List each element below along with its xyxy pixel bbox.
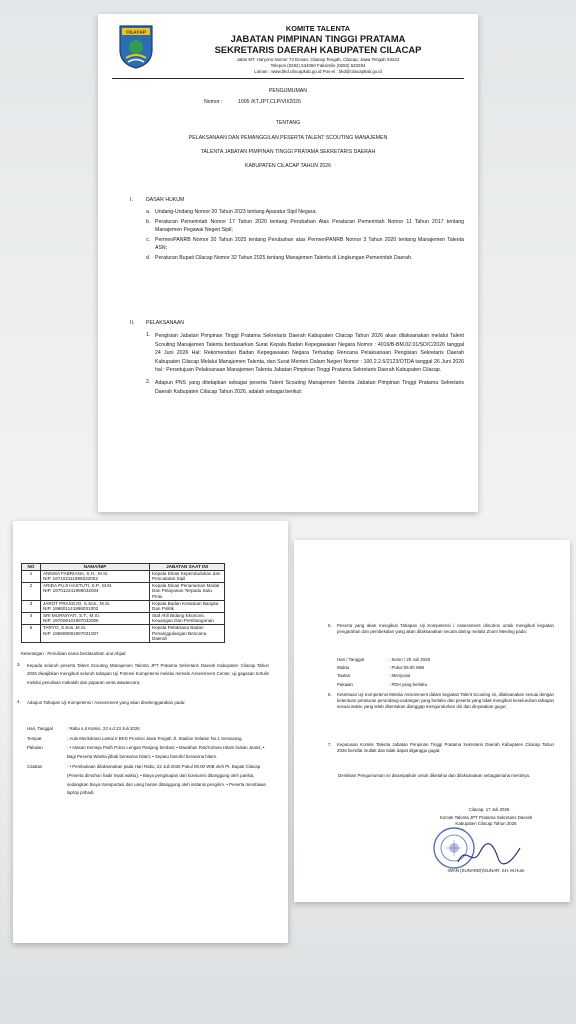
item-3 — [17, 662, 269, 687]
cell-job: Kepala Badan Kesatuan Bangsa Dan Politik — [150, 600, 225, 612]
list-item-key: 1. — [146, 332, 151, 338]
schedule-row — [27, 735, 269, 743]
schedule-value: : • Atasan Kemeja Putih Polos Lengan Panjang berdasi; • Bawahan Rok/Celana Hitam bukan Jeans; • Bagi Peserta Wanita jilbab berwarna hitam; • Sepatu fantofel berwarna hitam. — [67, 745, 265, 759]
closing-text: Demikian Pengumuman ini disampaikan untuk diketahui dan dilaksanakan sebagaimana mestinya. — [338, 773, 531, 778]
assessment-schedule — [27, 725, 269, 798]
list-item-text: Adapun PNS yang ditetapkan sebagai peserta Talent Scouting Manajemen Talenta Jabatan Pimpinan Tinggi Pratama Sekretaris Daerah Kabupaten Cilacap Tahun 2026, adalah sebagai berikut: — [155, 379, 464, 395]
item-7-text: Keputusan Komite Talenta Jabatan Pimpinan Tinggi Pratama Sekretaris Daerah Kabupaten Cilacap Tahun 2026 bersifat mutlak dan tidak dapat diganggu gugat. — [337, 742, 554, 754]
zoom-value: : Pukul 09.00 WIB — [389, 665, 425, 671]
cell-no: 4 — [22, 612, 41, 624]
zoom-schedule — [337, 657, 547, 688]
document-page-1 — [98, 14, 478, 512]
schedule-value: : Aula Meritokrasi Lantai II BKD Provinsi Jawa Tengah Jl. Stadion Selatan No.1 Semarang. — [67, 735, 243, 741]
cell-job: Kepala Pelaksana Badan Penanggulangan Bencana Daerah — [150, 624, 225, 642]
list-item — [146, 219, 464, 234]
item-6-key: 6. — [328, 692, 332, 697]
schedule-key: Catatan — [27, 764, 43, 770]
signer-name: IWAN (SUNARDI)/SUNAR, SH, M.Hum — [447, 868, 525, 873]
about-label: TENTANG — [275, 120, 301, 126]
item-6 — [328, 692, 554, 711]
table-row — [22, 582, 225, 600]
item-5 — [328, 623, 554, 635]
cell-no: 1 — [22, 570, 41, 582]
item-5-text: Peserta yang akan mengikuti Tahapan Uji Kompetensi / Assessment dimohon untuk mengikuti kegiatan pengarahan dan pembekalan yang akan dilaksanakan secara daring melalui Zoom Meeting pada: — [337, 623, 554, 635]
item-4-key: 4. — [17, 699, 21, 704]
list-item — [146, 255, 464, 262]
schedule-value: : Rabu s.d Kamis, 22 s.d 23 Juli 2026 — [67, 726, 140, 731]
logo-text: CILACAP — [126, 29, 146, 35]
table-row — [22, 624, 225, 642]
zoom-value: : PDH yang berlaku — [389, 681, 428, 687]
zoom-key: Hari / Tanggal — [337, 657, 365, 662]
zoom-value: : Senin / 20 Juli 2026 — [389, 657, 431, 662]
schedule-key: Hari, Tanggal — [27, 726, 53, 731]
table-row — [22, 600, 225, 612]
header-line-2: JABATAN PIMPINAN TINGGI PRATAMA — [230, 33, 406, 44]
item-5-key: 5. — [328, 623, 332, 628]
header-line-1: KOMITE TALENTA — [285, 24, 351, 33]
item-7-key: 7. — [328, 742, 332, 747]
section-1-number: I. — [130, 197, 133, 203]
header-line-3: SEKRETARIS DAERAH KABUPATEN CILACAP — [214, 44, 422, 55]
zoom-value: : Menyusul — [389, 673, 411, 679]
participants-table — [21, 563, 225, 643]
table-note: Keterangan : Penulisan nama berdasarkan urut Abjad — [21, 651, 126, 656]
participant-nip: NIP. 197009101997032005 — [43, 618, 99, 624]
signature-icon — [454, 840, 524, 870]
zoom-row — [337, 665, 547, 671]
item-4 — [17, 699, 269, 707]
item-3-text: Kepada seluruh peserta Talent Scouting Manajemen Talenta JPT Pratama Sekretaris Daerah Kabupaten Cilacap Tahun 2026 diwajibkan mengikuti seluruh tahapan Uji Potensi Kompetensi melalui metode Assessment Center, uji gagasan tertulis melalui penulisan makalah dan paparan serta wawancara; — [27, 663, 269, 685]
schedule-key: Tempat — [27, 735, 42, 741]
cell-job: Staf Ahli Bidang Ekonomi, Keuangan Dan Pembangunan — [150, 612, 225, 624]
cell-no: 2 — [22, 582, 41, 600]
number-value: 1005 /KT.JPT.CLP/VII/2026 — [238, 99, 301, 105]
signatory-line-1: Komite Talenta JPT Pratama Sekretaris Daerah — [439, 815, 533, 820]
participant-nip: NIP. 197102111996032002 — [43, 576, 98, 582]
announcement-title: PENGUMUMAN — [268, 88, 308, 94]
item-7 — [328, 742, 554, 754]
participant-nip: NIP. 196601141986031002 — [43, 606, 99, 612]
section-1-list — [146, 209, 464, 262]
participant-nip: NIP. 196908081997031007 — [43, 630, 99, 636]
zoom-row — [337, 673, 547, 679]
participant-name: ARIDA PUJI HASTUTI, S.P., M.M. — [43, 582, 113, 588]
section-2-list — [146, 332, 464, 396]
header-phone: Telepon (0282) 534060 Faksimile (0282) 520284 — [270, 63, 366, 68]
zoom-row — [337, 657, 547, 663]
list-item — [146, 379, 464, 396]
cell-name — [41, 624, 150, 642]
list-item-text: PermenPANRB Nomor 20 Tahun 2025 tentang Perubahan atas PermenPANRB Nomor 3 Tahun 2020 tentang Manajemen Talenta ASN; — [155, 237, 464, 251]
signatory-line-2: Kabupaten Cilacap Tahun 2026 — [455, 821, 517, 826]
cell-no: 5 — [22, 624, 41, 642]
table-header-no: NO — [22, 564, 41, 571]
table-header-row — [22, 564, 225, 571]
list-item-key: 2. — [146, 378, 151, 385]
list-item-key: b. — [146, 219, 151, 226]
document-page-2 — [13, 521, 288, 943]
about-line-1: PELAKSANAAN DAN PEMANGGILAN PESERTA TALENT SCOUTING MANAJEMEN — [188, 135, 388, 141]
schedule-row — [27, 744, 269, 761]
header-website: Laman : www.bkd.cilacapkab.go.id Pos-el : bkd@cilacapkab.go.id — [254, 69, 382, 74]
zoom-key: Pakaian — [337, 681, 353, 687]
zoom-key: Tautan — [337, 673, 351, 679]
participant-nip: NIP. 197012241996032004 — [43, 588, 99, 594]
cell-name — [41, 600, 150, 612]
table-header-name: NAMA/NIP — [41, 564, 150, 571]
list-item-key: d. — [146, 255, 151, 262]
cell-job: Kepala Dinas Penanaman Modal Dan Pelayanan Terpadu Satu Pintu — [150, 582, 225, 600]
list-item-text: Peraturan Pemerintah Nomor 17 Tahun 2020 tentang Perubahan Atas Peraturan Pemerintah Nomor 11 Tahun 2017 tentang Manajemen Pegawai Negeri Sipil; — [155, 219, 464, 233]
about-line-2: TALENTA JABATAN PIMPINAN TINGGI PRATAMA SEKRETARIS DAERAH — [200, 149, 376, 155]
list-item — [146, 209, 464, 216]
participant-name: TARYO, S.Sos.,M.Si. — [43, 624, 87, 630]
section-1-title: DASAR HUKUM — [146, 197, 185, 203]
list-item-key: a. — [146, 209, 151, 215]
item-4-text: Adapun Tahapan Uji Kompetensi / Assessment yang akan diselenggarakan pada: — [27, 700, 186, 705]
cell-name — [41, 612, 150, 624]
table-row — [22, 570, 225, 582]
zoom-key: Waktu — [337, 665, 350, 671]
section-2-number: II. — [130, 320, 135, 326]
header-address: Jalan MT. Haryono Nomor 73 Donan, Cilacap Tengah, Cilacap, Jawa Tengah 53222 — [236, 57, 400, 62]
cilacap-logo-icon — [116, 20, 156, 70]
about-line-3: KABUPATEN CILACAP TAHUN 2026 — [244, 163, 331, 169]
participant-name: JAROT PRASOJO, S.Sos., M.Si. — [43, 600, 111, 606]
schedule-value: : • Pembukaan dilaksanakan pada Hari Rabu, 22 Juli 2026 Pukul 08.00 WIB oleh Pt. Bupati Cilacap (Peserta dimohon hadir tepat waktu); • Biaya penginapan dan konsumsi ditanggung oleh panitia, sedangkan biaya transportasi dan uang harian ditanggung oleh instansi pengirim. • Peserta membawa laptop pribadi. — [67, 764, 266, 796]
list-item — [146, 332, 464, 375]
schedule-key: Pakaian — [27, 745, 43, 751]
cell-name — [41, 582, 150, 600]
number-label: Nomor : — [204, 99, 223, 105]
participant-name: SRI MURNIYATI, S.T., M.Si. — [43, 612, 100, 618]
list-item — [146, 237, 464, 252]
cell-name — [41, 570, 150, 582]
place-date: Cilacap, 17 Juli 2026 — [468, 807, 510, 812]
item-3-key: 3. — [17, 662, 21, 667]
cell-job: Kepala Dinas Kependudukan dan Pencatatan Sipil — [150, 570, 225, 582]
list-item-text: Peraturan Bupati Cilacap Nomor 32 Tahun 2025 tentang Manajemen Talenta di Lingkungan Pemerintah Daerah. — [155, 255, 413, 262]
section-2-title: PELAKSANAAN — [146, 320, 185, 326]
list-item-text: Undang-Undang Nomor 20 Tahun 2023 tentang Aparatur Sipil Negara; — [155, 209, 317, 215]
list-item-key: c. — [146, 237, 151, 244]
list-item-text: Pengisian Jabatan Pimpinan Tinggi Pratama Sekretaris Daerah Kabupaten Cilacap Tahun 2026 akan dilaksanakan melalui Talent Scouting Manajemen Talenta berdasarkan Surat Kepala Badan Kepegawaian Negara Nomor : 4019/B-BM.02.01/SD/C/2026 tanggal 24 Juni 2026 Hal: Rekomendasi Badan Kepegawaian Negara Terhadap Rencana Pelaksanaan Pengisian Sekretaris Daerah Kabupaten Cilacap Melalui Manajemen Talenta, dan Surat Menteri Dalam Negeri Nomor : 100.2.2.6/2123/OTDA tanggal 26 Juni 2026 hal : Persetujuan Pelaksanaan Manajemen Talenta Jabatan Pimpinan Tinggi Pratama Sekretaris Daerah Kabupaten Cilacap. — [155, 333, 464, 374]
table-header-job: JABATAN SAAT INI — [150, 564, 225, 571]
header-divider — [112, 78, 464, 79]
cell-no: 3 — [22, 600, 41, 612]
table-row — [22, 612, 225, 624]
document-page-3 — [294, 540, 570, 902]
zoom-row — [337, 682, 547, 688]
schedule-row — [27, 763, 269, 797]
item-6-text: Ketentuan Uji Kompetensi Melalui Assessment dalam kegiatan Talent Scouting ini, dilaksanakan sesuai dengan ketentuan peraturan perundang-undangan yang berlaku dan peserta yang tidak mengikuti keseluruhan tahapan sesuai waktu yang telah ditentukan dianggap mengundurkan diri dan dinyatakan gugur; — [337, 692, 554, 710]
participant-name: ANNISA FABRIANA, S.H., M.Si. — [43, 570, 109, 576]
schedule-row — [27, 725, 269, 733]
